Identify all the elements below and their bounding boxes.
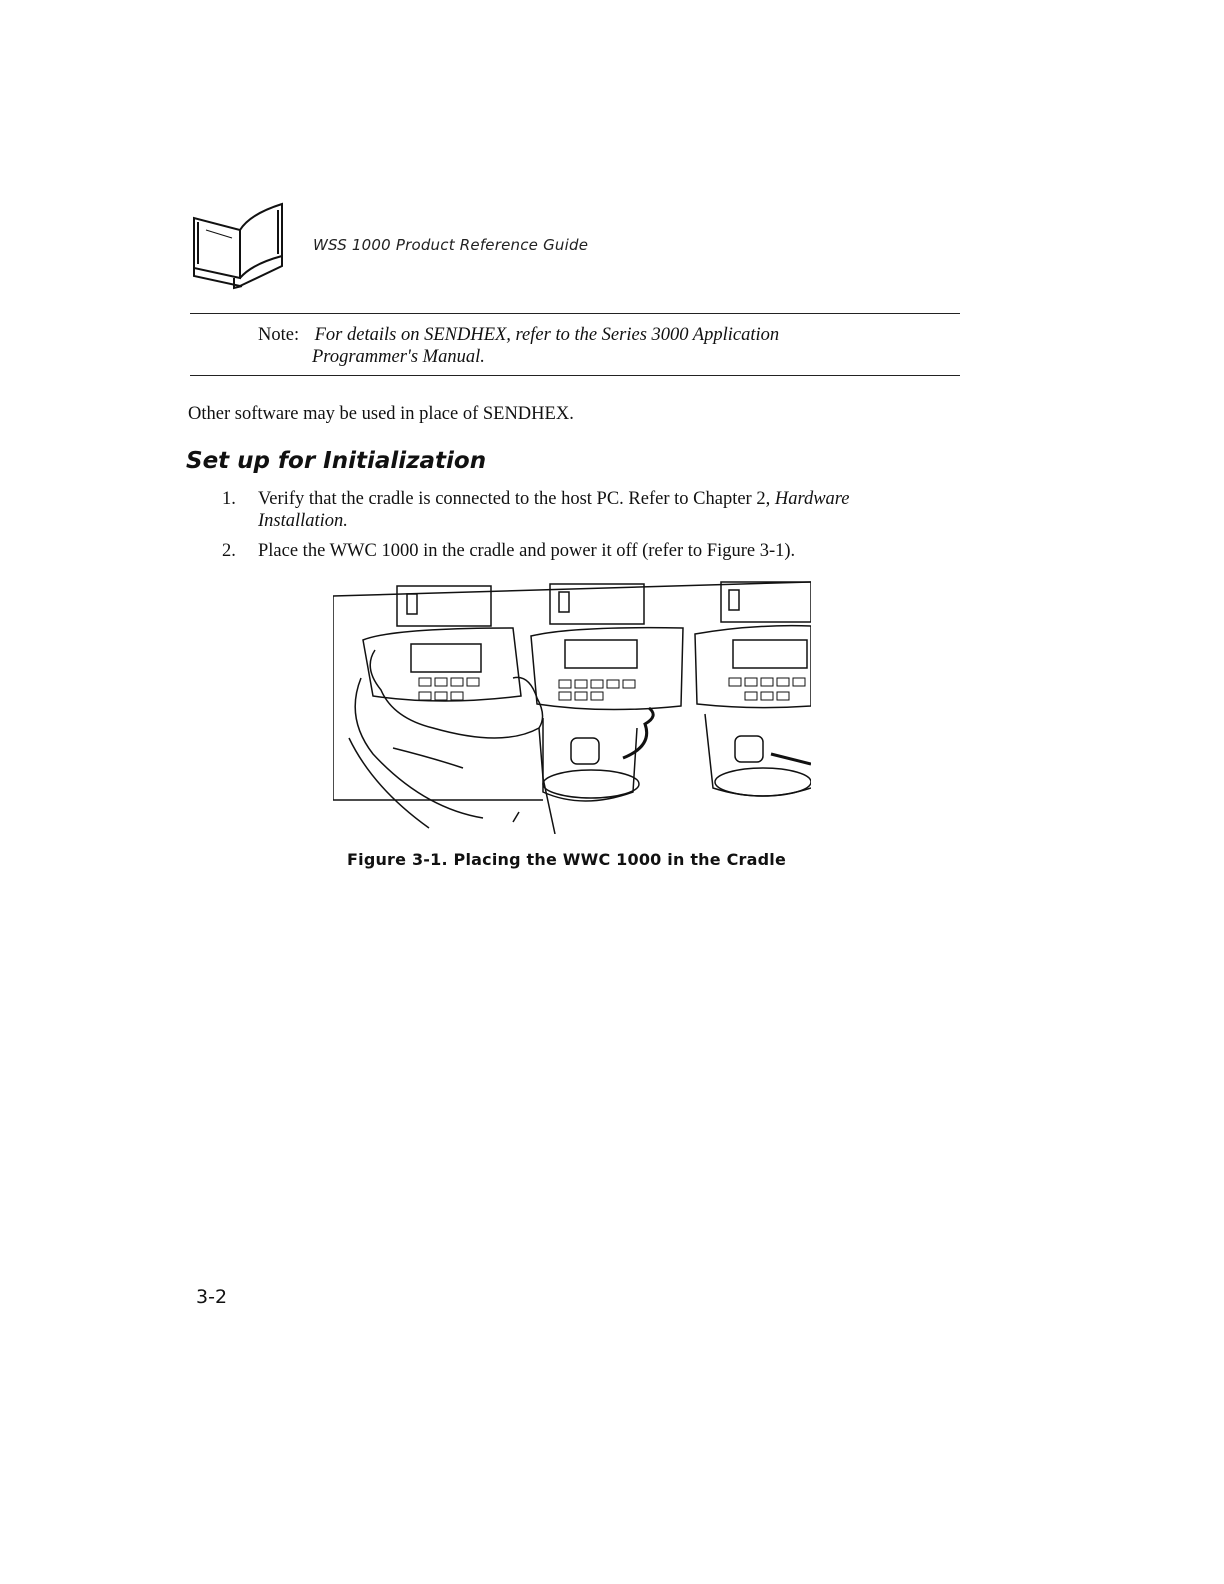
note-bottom-rule	[190, 375, 960, 376]
step-number: 2.	[222, 541, 236, 561]
step-text: Place the WWC 1000 in the cradle and power it off (refer to Figure 3-1).	[258, 541, 796, 561]
step-text: Verify that the cradle is connected to the host PC. Refer to Chapter 2,	[258, 489, 771, 509]
note-text-line1: For details on SENDHEX, refer to the Series 3000 Application	[314, 325, 780, 345]
open-book-icon	[190, 200, 288, 292]
note-block	[258, 324, 958, 368]
body-paragraph: Other software may be used in place of SENDHEX.	[188, 404, 574, 424]
note-top-rule	[190, 313, 960, 314]
step-2	[222, 540, 952, 562]
note-text-line2: Programmer's Manual.	[312, 347, 485, 367]
step-text-italic: Hardware	[774, 489, 850, 509]
step-1	[222, 488, 952, 532]
note-label: Note:	[258, 325, 300, 345]
section-heading: Set up for Initialization	[186, 448, 487, 474]
page-number: 3-2	[196, 1286, 228, 1308]
step-number: 1.	[222, 489, 236, 509]
running-header: WSS 1000 Product Reference Guide	[313, 236, 589, 254]
figure-caption: Figure 3-1. Placing the WWC 1000 in the Cradle	[347, 850, 787, 869]
cradle-illustration	[333, 578, 811, 834]
step-text-line2: Installation.	[258, 511, 348, 531]
